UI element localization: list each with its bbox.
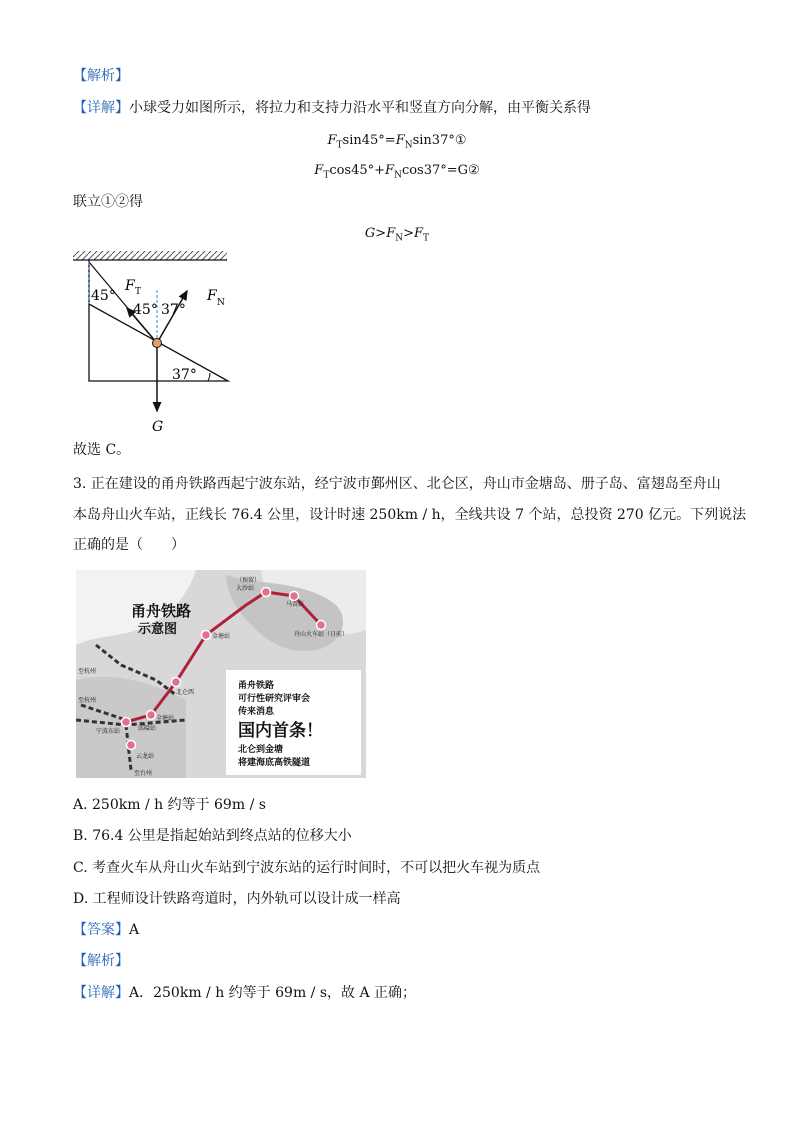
svg-text:舟山火车站（日前）: 舟山火车站（日前） <box>294 631 349 638</box>
railway-map <box>76 570 366 778</box>
ball <box>153 339 162 348</box>
news-line2: 可行性研究评审会 <box>238 694 311 704</box>
svg-text:（预留）: （预留） <box>236 577 261 584</box>
news-line3: 传来消息 <box>238 707 275 717</box>
news-headline: 国内首条！ <box>238 721 323 741</box>
svg-text:北仑西: 北仑西 <box>176 689 195 696</box>
answer-line <box>73 920 139 940</box>
detail-text-2: A．250km / h 约等于 69m / s，故 A 正确； <box>129 985 417 1001</box>
equation-result: $G>F_N>F_T$ <box>364 226 430 244</box>
option-d: D. 工程师设计铁路弯道时，内外轨可以设计成一样高 <box>73 891 401 907</box>
conclusion: 故选 C。 <box>73 442 131 458</box>
svg-text:宁波东站: 宁波东站 <box>96 728 121 735</box>
equation-1: $F_T\sin 45^\circ=F_N\sin 37^\circ ①$ <box>327 133 467 151</box>
map-title-line2: 示意图 <box>138 622 178 637</box>
option-a: A. 250km / h 约等于 69m / s <box>73 797 266 813</box>
detail-paragraph-2 <box>73 983 416 1003</box>
news-line5: 北仑到金塘 <box>238 745 284 755</box>
svg-text:马岙站: 马岙站 <box>286 601 305 608</box>
angle-label-45: 45° <box>133 302 158 318</box>
label-g: G <box>152 419 164 435</box>
combine-text: 联立①②得 <box>73 194 143 210</box>
question3-line3: 正确的是（ ） <box>73 537 185 553</box>
news-line6: 将建海底高铁隧道 <box>238 758 311 768</box>
svg-text:金塘站: 金塘站 <box>212 633 231 640</box>
label-fn-sub: N <box>217 298 225 308</box>
svg-text:大沙站: 大沙站 <box>236 585 255 592</box>
detail-text: 小球受力如图所示，将拉力和支持力沿水平和竖直方向分解，由平衡关系得 <box>129 100 591 116</box>
angle-label-37-top: 37° <box>161 302 186 318</box>
svg-text:至杭州: 至杭州 <box>78 668 97 675</box>
angle-arc <box>208 373 210 381</box>
force-diagram <box>70 248 240 438</box>
analysis-heading: 【解析】 <box>73 68 129 84</box>
angle-label-37-bottom: 37° <box>172 367 197 383</box>
analysis-heading-2: 【解析】 <box>73 953 129 969</box>
detail-tag: 【详解】 <box>73 100 129 116</box>
news-line1: 甬舟铁路 <box>238 681 275 691</box>
detail-tag-2: 【详解】 <box>73 985 129 1001</box>
option-b: B. 76.4 公里是指起始站到终点站的位移大小 <box>73 828 352 844</box>
label-ft: F <box>125 278 135 294</box>
detail-paragraph <box>73 98 591 118</box>
ceiling-hatch <box>73 251 227 260</box>
svg-text:全塘站: 全塘站 <box>156 715 175 722</box>
angle-label-top-left: 45° <box>91 288 116 304</box>
answer-value: A <box>129 922 140 938</box>
svg-text:至杭州: 至杭州 <box>78 697 97 704</box>
label-ft-sub: T <box>135 287 142 297</box>
question3-line1: 3. 正在建设的甬舟铁路西起宁波东站，经宁波市鄞州区、北仑区，舟山市金塘岛、册子岛、富翅岛至舟山 <box>73 476 721 492</box>
equation-2: $F_T\cos 45^\circ+F_N\cos 37^\circ=G②$ <box>314 163 480 181</box>
question3-line2: 本岛舟山火车站，正线长 76.4 公里，设计时速 250km / h，全线共设 7 个站，总投资 270 亿元。下列说法 <box>73 507 747 523</box>
map-title-line1: 甬舟铁路 <box>131 602 192 620</box>
svg-text:云龙站: 云龙站 <box>136 753 155 760</box>
answer-tag: 【答案】 <box>73 922 129 938</box>
label-fn: F <box>207 288 217 304</box>
svg-text:邱隘站: 邱隘站 <box>138 725 157 732</box>
svg-text:至台州: 至台州 <box>134 770 153 777</box>
option-c: C. 考查火车从舟山火车站到宁波东站的运行时间时，不可以把火车视为质点 <box>73 860 541 876</box>
